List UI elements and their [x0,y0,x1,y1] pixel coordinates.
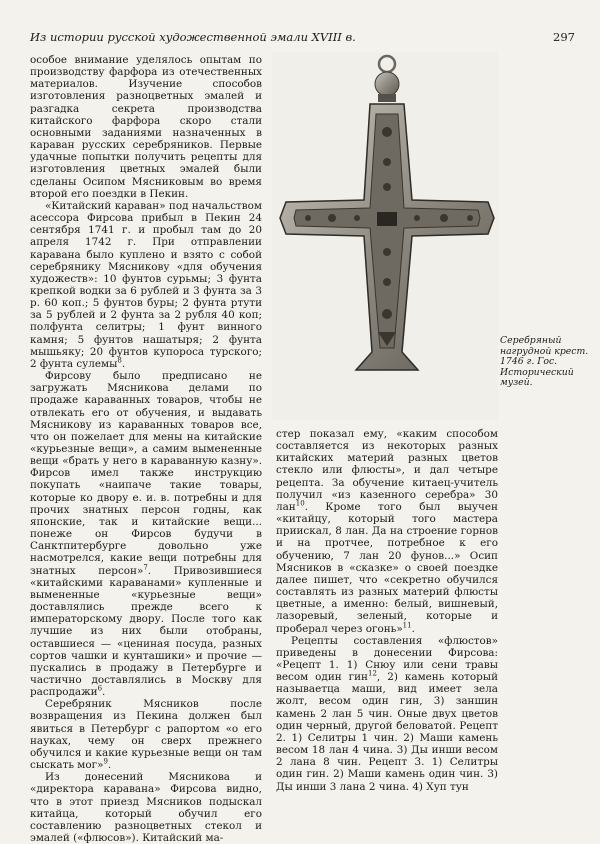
footnote-ref: 8 [117,356,122,365]
paragraph: Серебряник Мясников после возвращения из Пекина должен был явиться в Петербург с рапортом «о его науках, чему он сверх прежнего обучился и какие курьезные вещи он там сыскать мог»$^9$. [30,698,262,772]
paragraph: Рецепты составления «флюстов» приведены в донесении Фирсова: «Рецепт 1. 1) Снюу или сени травы весом один гин$^{12}$, 2) камень который называетца маши, вид имеет зела жолт, весом один гин, 3) заншин камень 2 лан 5 чин. Оные двух цветов один черный, другой беловатой. Рецепт 2. 1) Селитры 1 чин. 2) Маши камень весом 18 лан 4 чина. 3) Ды инши весом 2 лана 8 чин. Рецепт 3. 1) Селитры один гин. 2) Маши камень один чин. 3) Ды инши 3 лана 2 чина. 4) Хуп тун [276,634,499,793]
left-text-column [30,54,262,844]
running-header [30,30,575,46]
page-number: 297 [553,30,575,44]
right-text-column [276,428,498,793]
running-title: Из истории русской художественной эмали XVIII в. [30,30,356,44]
footnote-ref: 7 [143,563,148,572]
pectoral-cross-icon [272,52,498,420]
figure-caption: Серебряный нагрудной крест. 1746 г. Гос. Исторический музей. [500,335,589,389]
cross-figure [272,52,498,420]
footnote-ref: 6 [97,684,103,693]
paragraph: Из донесений Мясникова и «директора каравана» Фирсова видно, что в этот приезд Мясников подыскал китайца, который обучил его составлению разноцветных стекол и эмалей («флюсов»). Китайский ма- [30,771,262,844]
footnote-ref: 11 [402,621,412,630]
paragraph: «Китайский караван» под начальством асессора Фирсова прибыл в Пекин 24 сентября 1741 г. и пробыл там до 20 апреля 1742 г. При отправлении каравана было куплено и взято с собой серебрянику Мясникову «для обучения художеств»: 10 фунтов сурьмы; 3 фунта крепкой водки за 6 рублей и 3 фунта за 3 р. 60 коп.; 5 фунтов буры; 2 фунта ртути за 5 рублей и 2 фунта за 2 рубля 40 коп; полфунта селитры; 1 фунт винного камня; 5 фунтов нашатыря; 2 фунта мышьяку; 20 фунтов купороса турского; 2 фунта сулемы$^8$. [30,199,262,370]
paragraph: стер показал ему, «каким способом составляется из некоторых разных китайских материй разных цветов стекло или флюсты», и дал четыре рецепта. За обучение китаец-учитель получил «из казенного серебра» 30 лан$^{10}$. Кроме того был выучен «китайцу, который того мастера приискал, 8 лан. Да на строение горнов и на протчее, потребное к его обучению, 7 лан 20 фунов...» Осип Мясников в «сказке» о своей поездке далее пишет, что «секретно обучился составлять из разных материй флюсты цветные, а именно: белый, вишневый, лазоревый, зеленый, которые и проберал через огонь»$^{11}$. [276,428,498,635]
footnote-ref: 12 [367,669,377,678]
footnote-ref: 10 [295,499,305,508]
paragraph: Фирсову было предписано не загружать Мясникова делами по продаже караванных товаров, чтобы не отвлекать его от обучения, и выдавать Мясникову из караванных товаров все, что он пожелает для мены на китайские «курьезные вещи», а самим вымененные вещи «брать у него в караванную казну». Фирсов имел также инструкцию покупать «наипаче такие товары, которые ко двору е. и. в. потребны и для прочих знатных персон годны, как японские, так и китайские вещи... понеже он Фирсов будучи в Санктпитербурге довольно уже насмотрелся, какие вещи потребны для знатных персон»$^7$. Привозившиеся «китайскими караванами» купленные и вымененные «курьезные вещи» доставлялись прежде всего к императорскому двору. После того как лучшие из них были отобраны, оставшиеся — «цениная посуда, разных сортов чашки и кунташики» и прочие — пускались в продажу в Петербурге и частично доставлялись в Москву для распродажи$^6$. [30,370,263,699]
footnote-ref: 9 [103,757,108,766]
paragraph: особое внимание уделялось опытам по производству фарфора из отечественных материалов. Изучение способов изготовления разноцветных эмалей и разгадка секрета производства китайского фарфора скоро стали основными заданиями назначенных в караван русских серебряников. Первые удачные попытки получить рецепты для изготовления цветных эмалей были сделаны Осипом Мясниковым во время второй его поездки в Пекин. [30,54,262,200]
